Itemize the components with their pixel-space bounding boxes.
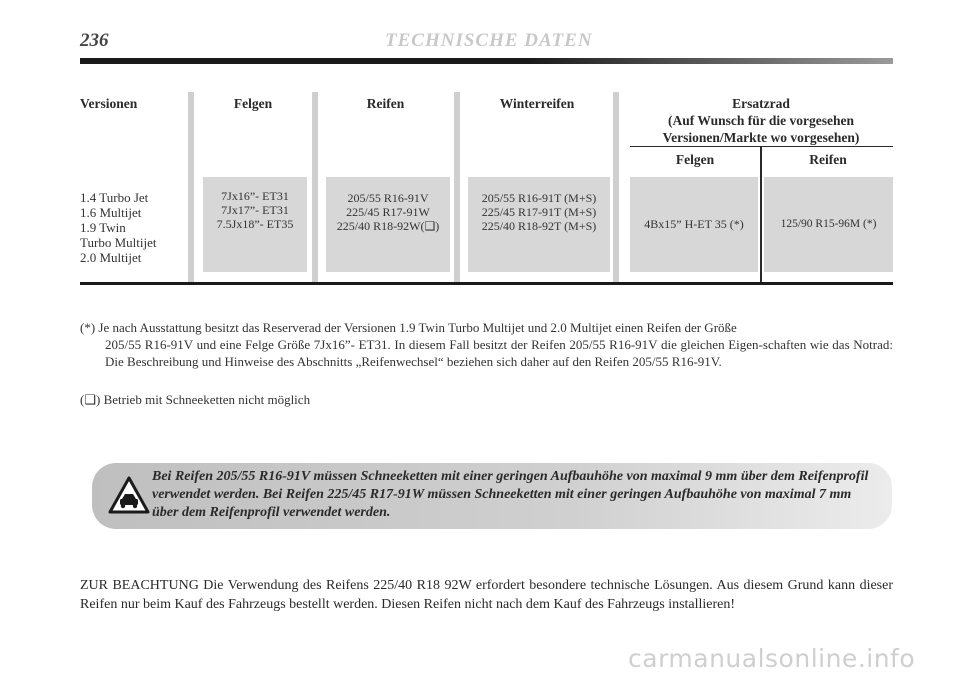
tyres-cell	[326, 177, 450, 272]
header-spare	[630, 95, 892, 146]
warning-text: Bei Reifen 205/55 R16-91V müssen Schneeketten mit einer geringen Aufbauhöhe von maximal 9 mm über dem Reifenprofil verwendet werden. Bei Reifen 225/45 R17-91W müssen Schneeketten mit einer geringen Aufbauhöhe von maximal 7 mm über dem Reifenprofil verwendet werden.	[152, 469, 869, 520]
column-separator	[188, 92, 194, 282]
column-separator	[312, 92, 318, 282]
page-number: 236	[80, 30, 109, 51]
header-spare-line3: Versionen/Markte wo vorgesehen)	[662, 130, 860, 145]
header-spare-line1: Ersatzrad	[732, 96, 790, 111]
header-winter-tyres: Winterreifen	[499, 96, 575, 111]
rim-value: 7Jx17”- ET31	[221, 203, 289, 217]
header-spare-line2: (Auf Wunsch für die vorgesehen	[667, 113, 855, 128]
tyre-value: 225/40 R18-92W(❑)	[336, 219, 440, 233]
winter-tyres-cell	[468, 177, 610, 272]
winter-tyre-value: 225/45 R17-91T (M+S)	[481, 205, 597, 219]
spare-rim-cell	[630, 177, 758, 272]
spare-tyre-value: 125/90 R15-96M (*)	[780, 218, 877, 230]
tyre-value: 205/55 R16-91V	[347, 191, 429, 205]
table-bottom-rule	[80, 282, 893, 285]
header-spare-tyres: Reifen	[809, 152, 847, 167]
version-item: 2.0 Multijet	[80, 250, 142, 265]
top-rule	[80, 58, 893, 64]
versions-list	[80, 190, 156, 265]
spare-tyre-cell	[764, 177, 893, 272]
attention-text: ZUR BEACHTUNG Die Verwendung des Reifens 225/40 R18 92W erfordert besondere technische Lösungen. Aus diesem Grund kann dieser Reifen nur beim Kauf des Fahrzeugs bestellt werden. Diesen Reifen nicht nach dem Kauf des Fahrzeugs installieren!	[80, 578, 893, 612]
rims-cell	[203, 177, 307, 272]
note-asterisk-line1: (*) Je nach Ausstattung besitzt das Reserverad der Versionen 1.9 Twin Turbo Multijet und 2.0 Multijet einen Reifen der Größe	[80, 320, 737, 335]
version-item: 1.6 Multijet	[80, 205, 142, 220]
watermark: carmanualsonline.info	[628, 644, 916, 673]
spare-rim-value: 4Bx15” H-ET 35 (*)	[644, 217, 744, 231]
version-item: 1.4 Turbo Jet	[80, 190, 149, 205]
winter-tyre-value: 205/55 R16-91T (M+S)	[481, 191, 597, 205]
rim-value: 7Jx16”- ET31	[221, 189, 289, 203]
rim-value: 7.5Jx18”- ET35	[216, 217, 294, 231]
note-chains: (❑) Betrieb mit Schneeketten nicht möglich	[80, 392, 311, 407]
header-rims: Felgen	[233, 96, 273, 111]
header-versions: Versionen	[80, 96, 138, 111]
version-item: Turbo Multijet	[80, 235, 157, 250]
header-tyres: Reifen	[366, 96, 405, 111]
header-spare-rims: Felgen	[675, 152, 715, 167]
note-asterisk	[80, 319, 893, 370]
note-asterisk-rest: 205/55 R16-91V und eine Felge Größe 7Jx16”- ET31. In diesem Fall besitzt der Reifen 205/55 R16-91V die gleichen Eigen-schaften wie das Notrad: Die Beschreibung und Hinweise des Abschnitts „Reifenwechsel“ beziehen sich daher auf den Reifen 205/55 R16-91V.	[105, 337, 893, 369]
column-separator	[454, 92, 460, 282]
spare-column-separator	[760, 146, 762, 282]
version-item: 1.9 Twin	[80, 220, 126, 235]
tyre-value: 225/45 R17-91W	[346, 205, 430, 219]
warning-triangle-icon	[108, 475, 150, 515]
page-title: TECHNISCHE DATEN	[385, 30, 593, 51]
column-separator	[613, 92, 619, 282]
winter-tyre-value: 225/40 R18-92T (M+S)	[481, 219, 597, 233]
